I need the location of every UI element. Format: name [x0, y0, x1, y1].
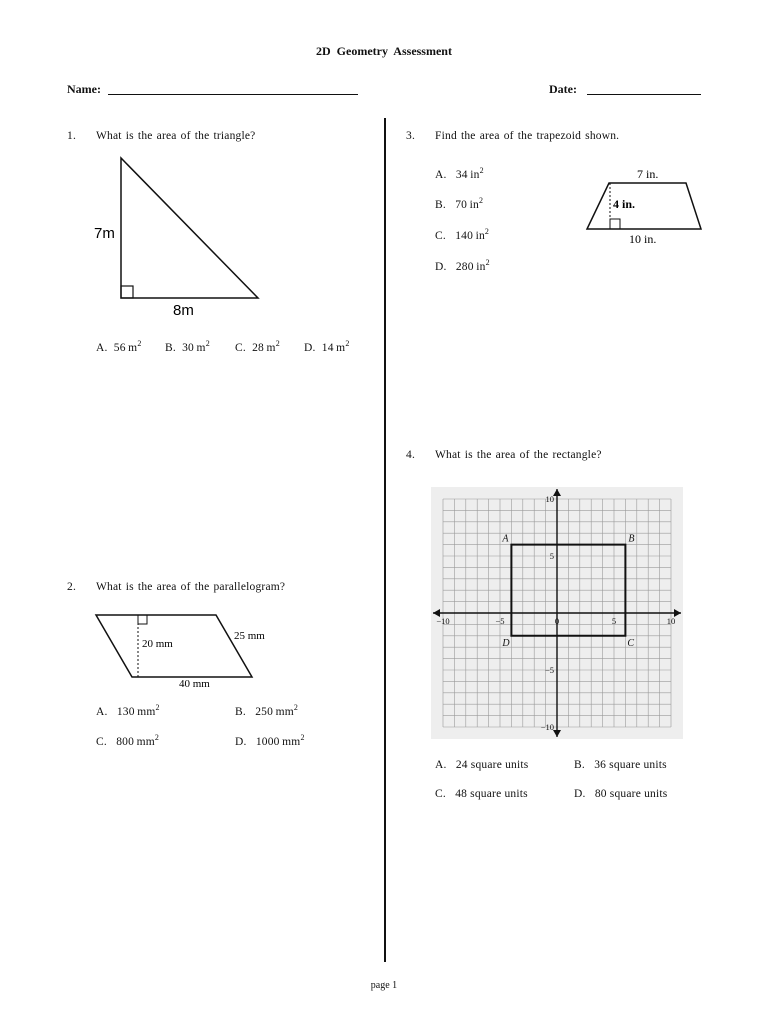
q2-option-d[interactable]: D. 1000 $mm^2$	[235, 733, 305, 748]
vertex-label-a: A	[502, 533, 509, 545]
q1-option-c[interactable]: C. 28 $m^2$	[235, 339, 280, 354]
parallelogram-figure	[90, 605, 280, 690]
q4-option-b[interactable]: B. 36 square units	[574, 759, 667, 771]
x-tick-label: 10	[666, 616, 676, 626]
y-tick-label: −5	[544, 665, 554, 675]
column-divider	[384, 118, 386, 962]
page-title: 2D Geometry Assessment	[316, 44, 452, 58]
triangle-figure	[80, 150, 280, 320]
x-tick-label: 0	[554, 616, 560, 626]
trapezoid-figure	[580, 162, 705, 248]
q1-option-d[interactable]: D. 14 $m^2$	[304, 339, 350, 354]
parallelogram-height-label: 20 mm	[142, 638, 173, 650]
q3-option-a[interactable]: A. 34 $in^2$	[435, 166, 484, 181]
q2-number: 2.	[67, 581, 77, 593]
q3-option-c[interactable]: C. 140 $in^2$	[435, 227, 490, 242]
q1-number: 1.	[67, 130, 77, 142]
coordinate-grid	[427, 482, 695, 744]
q4-number: 4.	[406, 449, 416, 461]
vertex-label-b: B	[628, 533, 635, 545]
q3-option-b[interactable]: B. 70 $in^2$	[435, 196, 484, 211]
q2-option-b[interactable]: B. 250 $mm^2$	[235, 703, 299, 718]
trapezoid-top-label: 7 in.	[637, 167, 659, 181]
parallelogram-base-label: 40 mm	[179, 678, 210, 690]
y-tick-label: 5	[549, 551, 554, 561]
q1-option-a[interactable]: A. 56 $m^2$	[96, 339, 142, 354]
y-tick-label: 10	[545, 494, 554, 504]
q4-option-d[interactable]: D. 80 square units	[574, 788, 668, 800]
q1-option-b[interactable]: B. 30 $m^2$	[165, 339, 210, 354]
page-number: page 1	[370, 980, 398, 991]
q2-text: What is the area of the parallelogram?	[96, 581, 286, 593]
x-tick-label: 5	[611, 616, 617, 626]
vertex-label-c: C	[627, 637, 635, 649]
triangle-base-label: 8m	[173, 302, 194, 319]
trapezoid-base-label: 10 in.	[629, 232, 657, 246]
q1-text: What is the area of the triangle?	[96, 130, 256, 142]
q3-text: Find the area of the trapezoid shown.	[435, 130, 620, 142]
q4-option-a[interactable]: A. 24 square units	[435, 759, 529, 771]
x-tick-label: −5	[495, 616, 505, 626]
q3-number: 3.	[406, 130, 416, 142]
name-label: Name:	[67, 82, 101, 96]
y-tick-label: −10	[540, 722, 554, 732]
q4-text: What is the area of the rectangle?	[435, 449, 602, 461]
q3-option-d[interactable]: D. 280 $in^2$	[435, 258, 490, 273]
vertex-label-d: D	[502, 637, 510, 649]
date-field[interactable]	[587, 94, 701, 95]
triangle-height-label: 7m	[94, 225, 115, 242]
date-label: Date:	[549, 82, 577, 96]
parallelogram-side-label: 25 mm	[234, 630, 265, 642]
name-field[interactable]	[108, 94, 358, 95]
trapezoid-height-label: 4 in.	[613, 197, 636, 211]
q2-option-a[interactable]: A. 130 $mm^2$	[96, 703, 160, 718]
x-tick-label: −10	[436, 616, 450, 626]
q2-option-c[interactable]: C. 800 $mm^2$	[96, 733, 160, 748]
q4-option-c[interactable]: C. 48 square units	[435, 788, 528, 800]
